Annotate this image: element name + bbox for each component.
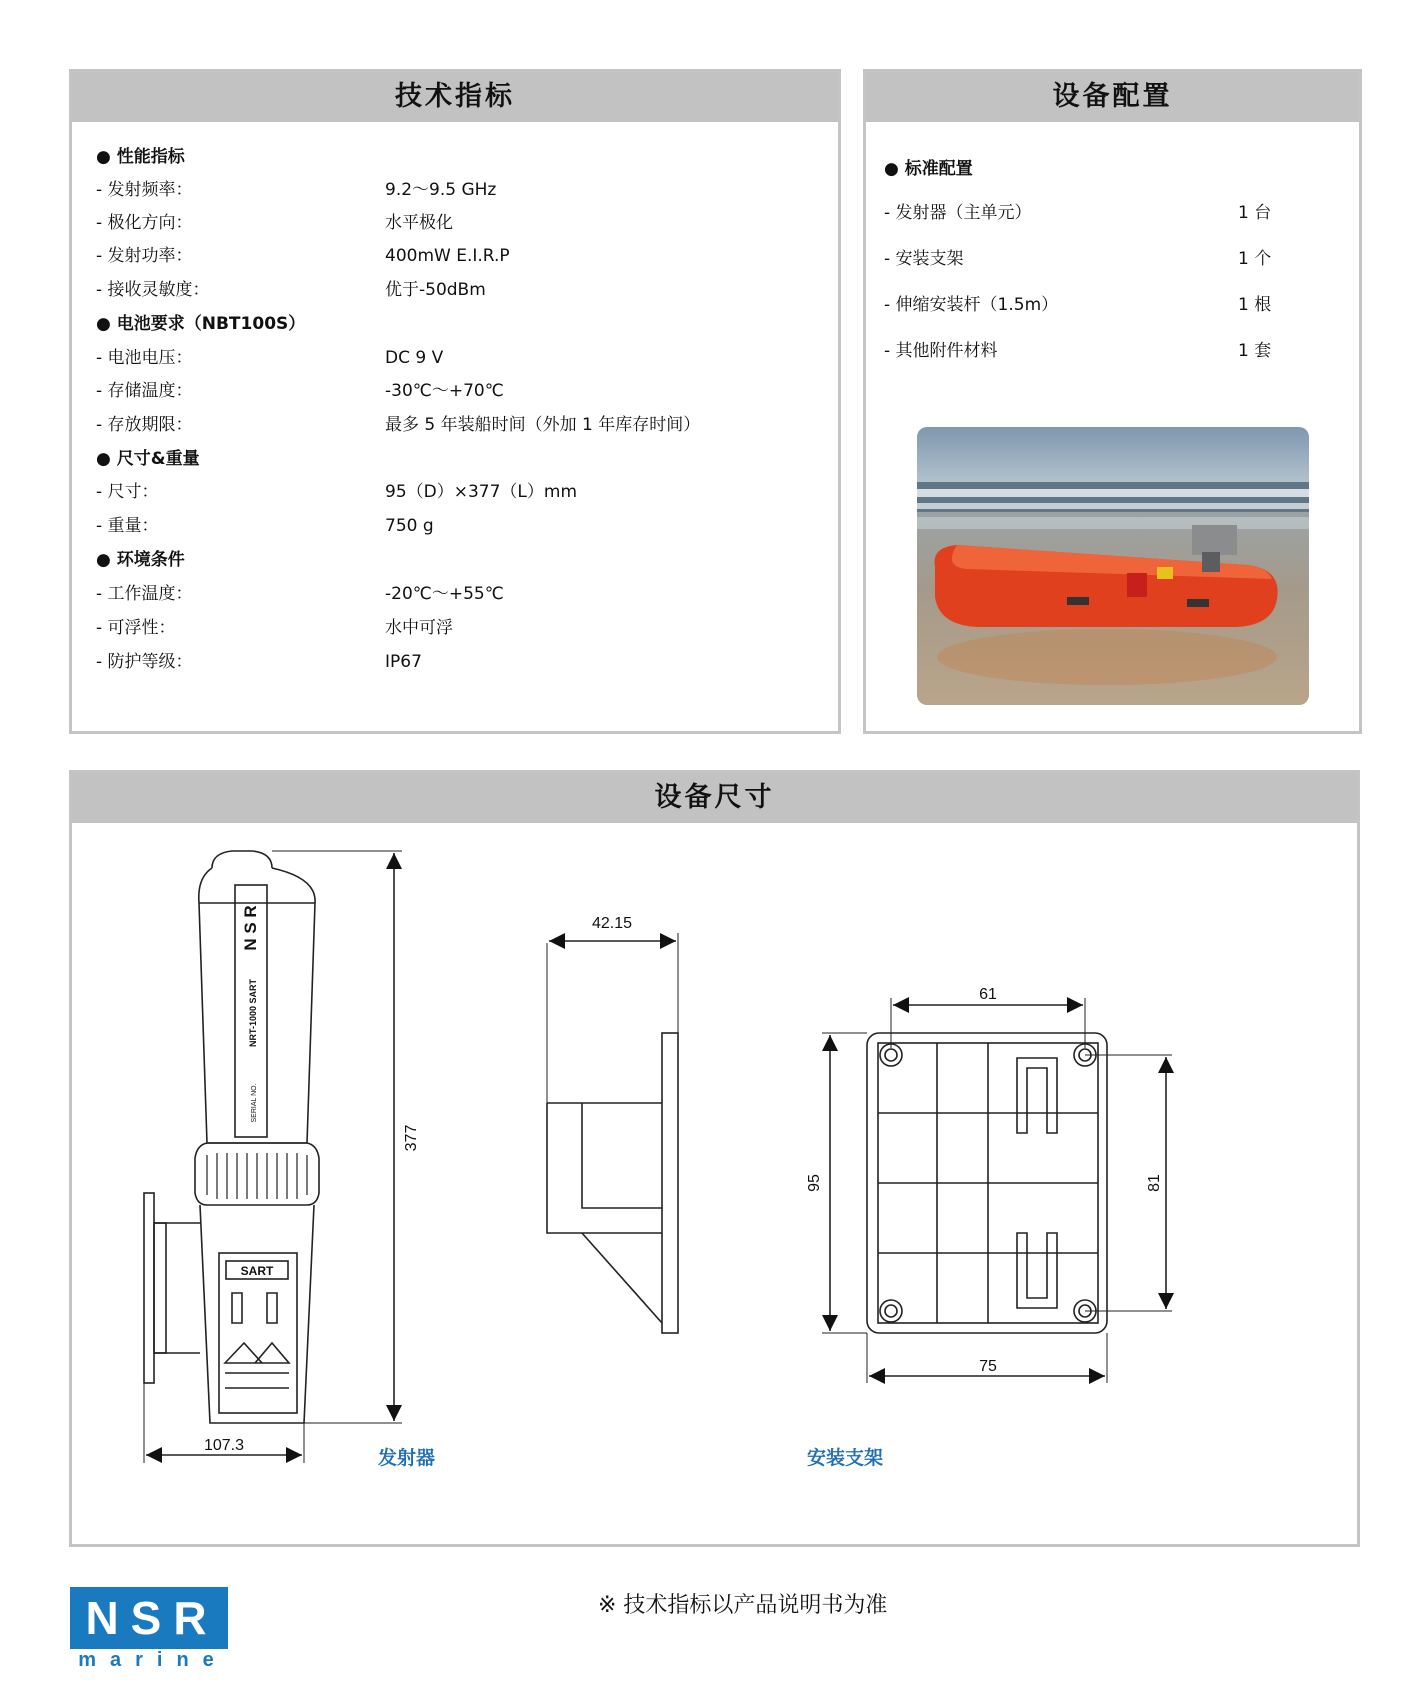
spec-section-label: ● 性能指标	[96, 147, 185, 167]
spec-label: - 极化方向：	[96, 213, 193, 233]
specs-title: 技术指标	[72, 72, 838, 122]
config-section-title	[866, 154, 1359, 184]
spec-section-title	[72, 142, 838, 172]
spec-section-label: ● 尺寸&重量	[96, 449, 200, 469]
spec-row	[72, 275, 838, 305]
dimensions-panel	[69, 770, 1360, 1547]
spec-value: 优于-50dBm	[385, 280, 486, 300]
spec-section-label: ● 环境条件	[96, 550, 185, 570]
spec-label: - 防护等级：	[96, 652, 193, 672]
spec-value: 水平极化	[385, 213, 453, 233]
dim-plate-height-label: 95	[806, 1174, 823, 1192]
spec-label: - 发射功率：	[96, 246, 193, 266]
bracket-side-drawing	[547, 933, 678, 1333]
dimensions-title: 设备尺寸	[72, 773, 1357, 823]
config-item-qty: 1 套	[1238, 341, 1272, 361]
footer-note: ※ 技术指标以产品说明书为准	[598, 1593, 888, 1618]
device-brand-text: N S R	[241, 905, 260, 951]
spec-value: -20℃～+55℃	[385, 584, 504, 604]
spec-value: 最多 5 年装船时间（外加 1 年库存时间）	[385, 415, 701, 435]
spec-value: IP67	[385, 652, 422, 672]
spec-row	[72, 208, 838, 238]
nsr-marine-logo	[70, 1587, 228, 1670]
spec-row	[72, 511, 838, 541]
config-item-label: - 其他附件材料	[884, 341, 998, 361]
config-item-qty: 1 根	[1238, 295, 1272, 315]
spec-row	[72, 343, 838, 373]
spec-value: 水中可浮	[385, 618, 453, 638]
spec-label: - 重量：	[96, 516, 159, 536]
config-title: 设备配置	[866, 72, 1359, 122]
spec-value: 9.2～9.5 GHz	[385, 180, 497, 200]
spec-label: - 存放期限：	[96, 415, 193, 435]
spec-label: - 发射频率：	[96, 180, 193, 200]
config-panel	[863, 69, 1362, 734]
config-section-label: ● 标准配置	[884, 159, 973, 179]
config-item	[866, 336, 1359, 366]
dim-width-label: 107.3	[203, 1437, 245, 1454]
transmitter-drawing	[144, 851, 402, 1463]
mounting-plate-drawing	[822, 998, 1172, 1383]
device-serial-text: SERIAL NO.	[251, 1083, 258, 1123]
config-item-qty: 1 台	[1238, 203, 1272, 223]
specs-panel	[69, 69, 841, 734]
config-item	[866, 244, 1359, 274]
spec-row	[72, 477, 838, 507]
spec-row	[72, 376, 838, 406]
spec-row	[72, 410, 838, 440]
spec-value: 95（D）×377（L）mm	[385, 482, 578, 502]
dimension-drawings	[72, 823, 1357, 1543]
spec-label: - 工作温度：	[96, 584, 193, 604]
spec-label: - 尺寸：	[96, 482, 159, 502]
config-item-label: - 安装支架	[884, 249, 964, 269]
spec-label: - 存储温度：	[96, 381, 193, 401]
spec-label: - 电池电压：	[96, 348, 193, 368]
dim-plate-width-label: 75	[979, 1358, 997, 1375]
dim-plate-hole-x-label: 61	[979, 986, 997, 1003]
spec-row	[72, 241, 838, 271]
spec-label: - 接收灵敏度：	[96, 280, 210, 300]
spec-row	[72, 613, 838, 643]
spec-section-title	[72, 545, 838, 575]
spec-section-label: ● 电池要求（NBT100S）	[96, 314, 306, 334]
dim-height-label: 377	[403, 1124, 420, 1152]
spec-row	[72, 175, 838, 205]
spec-value: -30℃～+70℃	[385, 381, 504, 401]
config-item-qty: 1 个	[1238, 249, 1272, 269]
config-item	[866, 198, 1359, 228]
device-label-text: SART	[240, 1264, 274, 1278]
spec-value: DC 9 V	[385, 348, 444, 368]
dim-bracket-depth-label: 42.15	[591, 915, 633, 932]
spec-value: 750 g	[385, 516, 434, 536]
spec-label: - 可浮性：	[96, 618, 176, 638]
bracket-caption: 安装支架	[807, 1447, 884, 1469]
dim-plate-hole-y-label: 81	[1146, 1174, 1163, 1192]
spec-section-title	[72, 309, 838, 339]
spec-row	[72, 579, 838, 609]
spec-row	[72, 647, 838, 677]
logo-bottom-text: marine	[78, 1649, 228, 1671]
boat-photo	[917, 427, 1309, 705]
logo-top-text: NSR	[70, 1587, 228, 1649]
config-item-label: - 伸缩安装杆（1.5m）	[884, 295, 1059, 315]
spec-section-title	[72, 444, 838, 474]
config-item	[866, 290, 1359, 320]
config-item-label: - 发射器（主单元）	[884, 203, 1032, 223]
device-model-text: NRT-1000 SART	[248, 978, 258, 1048]
spec-value: 400mW E.I.R.P	[385, 246, 510, 266]
transmitter-caption: 发射器	[378, 1447, 436, 1469]
